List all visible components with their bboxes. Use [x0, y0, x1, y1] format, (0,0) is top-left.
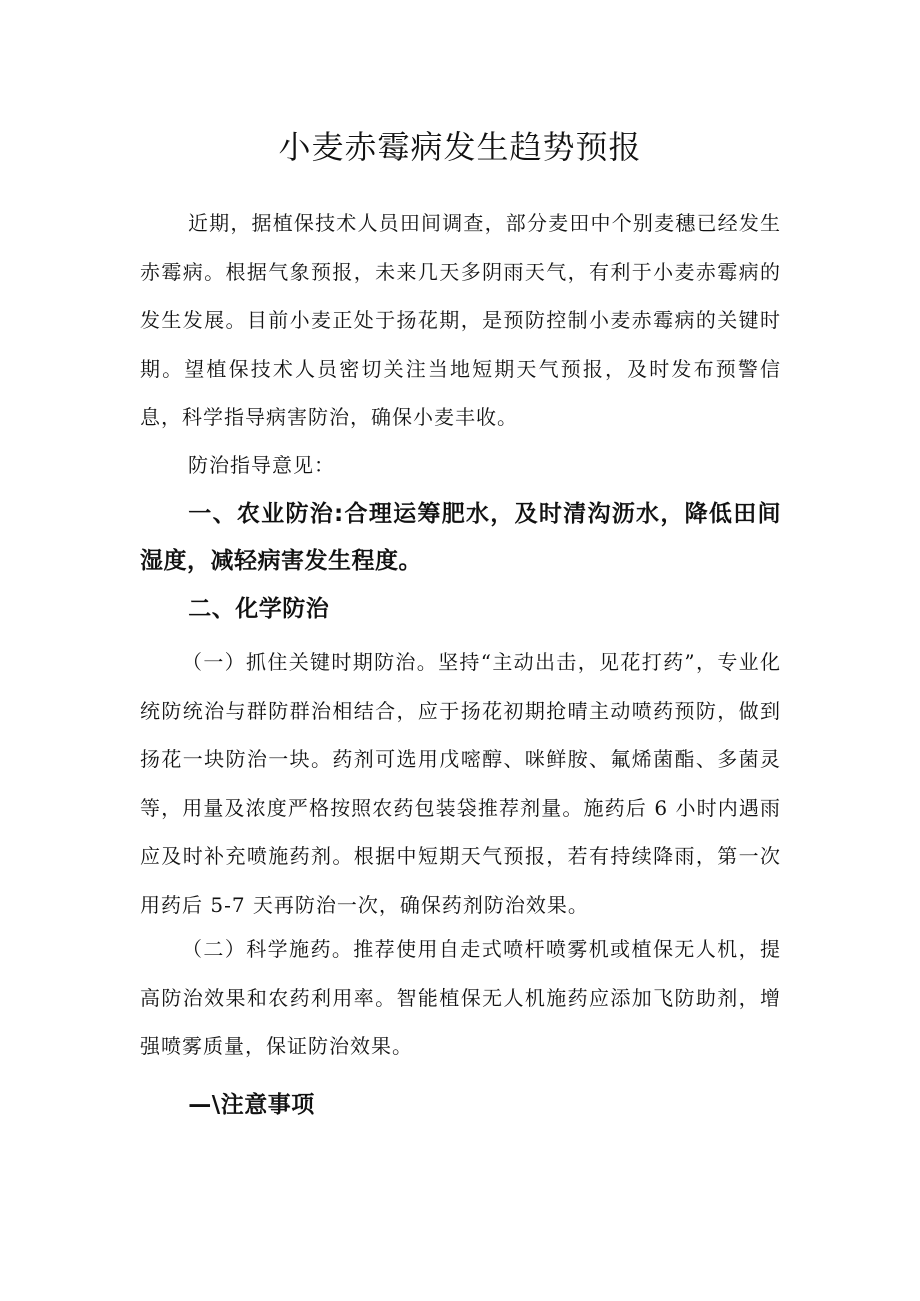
- guidance-label: 防治指导意见：: [188, 453, 335, 477]
- document-title: 小麦赤霉病发生趋势预报: [278, 128, 642, 166]
- section-agricultural-control: 一、农业防治:合理运筹肥水，及时清沟沥水，降低田间湿度，减轻病害发生程度。: [140, 501, 781, 574]
- chemical-control-item-1: （一）抓住关键时期防治。坚持“主动出击，见花打药”，专业化统防统治与群防群治相结合，应于扬花初期抢晴主动喷药预防，做到扬花一块防治一块。药剂可选用戊嘧醇、咪鲜胺、氟烯菌酯、多菌灵等，用量及浓度严格按照农药包装袋推荐剂量。施药后 6 小时内遇雨应及时补充喷施药剂。根据中短期天气预报，若有持续降雨，第一次用药后 5-7 天再防治一次，确保药剂防治效果。: [140, 650, 781, 917]
- chemical-control-item-2: （二）科学施药。推荐使用自走式喷杆喷雾机或植保无人机，提高防治效果和农药利用率。智能植保无人机施药应添加飞防助剂，增强喷雾质量，保证防治效果。: [140, 937, 781, 1058]
- section-chemical-control-heading: 二、化学防治: [188, 596, 330, 622]
- section-precautions-heading: —\注意事项: [188, 1092, 315, 1118]
- intro-paragraph: 近期，据植保技术人员田间调查，部分麦田中个别麦穗已经发生赤霉病。根据气象预报，未来几天多阴雨天气，有利于小麦赤霉病的发生发展。目前小麦正处于扬花期，是预防控制小麦赤霉病的关键时期。望植保技术人员密切关注当地短期天气预报，及时发布预警信息，科学指导病害防治，确保小麦丰收。: [140, 211, 781, 429]
